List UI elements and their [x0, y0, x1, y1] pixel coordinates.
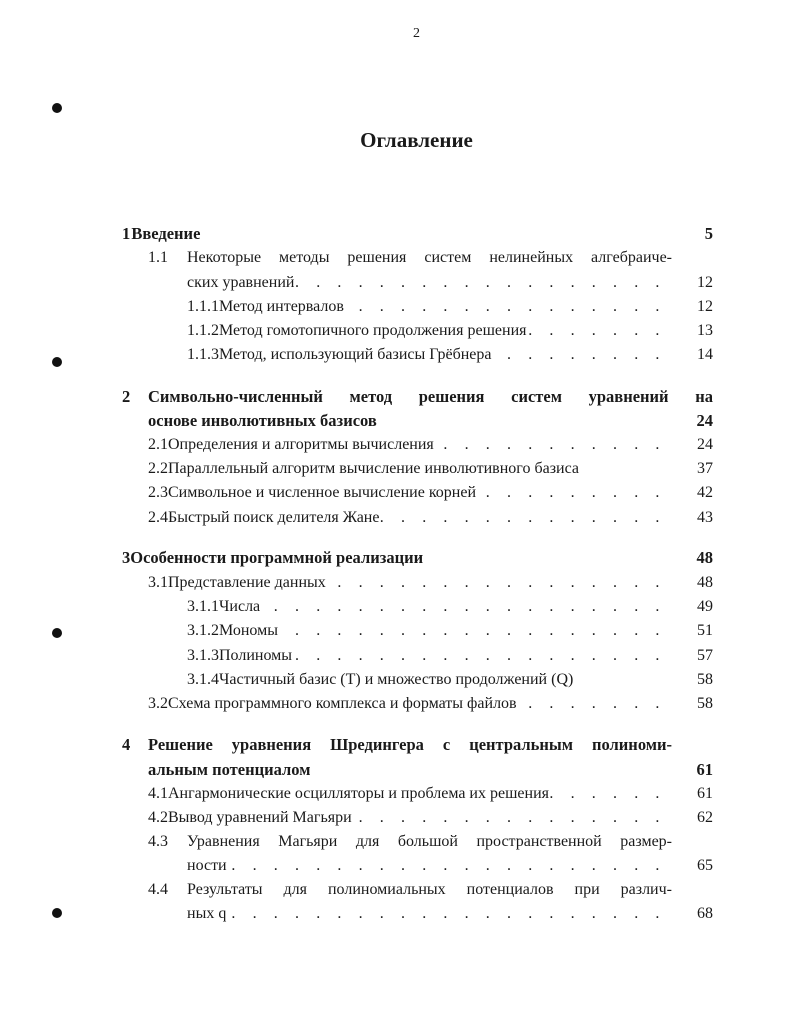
toc-number: 4: [122, 735, 131, 754]
toc-number: 4.4: [148, 881, 168, 898]
toc-page: 65: [697, 857, 713, 874]
toc-section-4-3-cont[interactable]: [187, 854, 713, 878]
page-title: Оглавление: [360, 128, 473, 152]
scan-hole-mark: [52, 357, 62, 367]
toc-title: Метод, использующий базисы Грёбнера: [219, 346, 492, 363]
toc-page: 24: [697, 436, 713, 453]
toc-title: Введение: [131, 224, 201, 243]
toc-title: Символьно-численный метод решения систем уравнений на: [148, 387, 713, 406]
toc-number: 3.1.1: [187, 598, 219, 615]
toc-leader: [491, 343, 672, 367]
toc-leader: [526, 319, 672, 343]
toc-title: Символьное и численное вычисление корней: [168, 484, 477, 501]
toc-number: 1.1.2: [187, 322, 219, 339]
toc-number: 3.1.4: [187, 671, 219, 688]
toc-page: 61: [696, 760, 713, 779]
toc-number: 2: [122, 387, 131, 406]
toc-section-1-1[interactable]: [148, 246, 713, 270]
toc-leader: [517, 692, 672, 716]
toc-title: Полиномы: [219, 647, 293, 664]
toc-leader: [260, 595, 672, 619]
toc-title: Схема программного комплекса и форматы файлов: [168, 695, 517, 712]
toc-title: Частичный базис (T) и множество продолжений (Q): [219, 671, 574, 688]
toc-number: 2.2: [148, 460, 168, 477]
toc-leader: [352, 806, 672, 830]
toc-page: 12: [697, 274, 713, 291]
toc-page: 43: [697, 509, 713, 526]
toc-page: 58: [697, 695, 713, 712]
toc-page: 48: [696, 548, 713, 567]
toc-section-2-1[interactable]: [148, 433, 713, 457]
scan-hole-mark: [52, 628, 62, 638]
toc-number: 4.1: [148, 785, 168, 802]
toc-section-3-2[interactable]: [148, 692, 713, 716]
toc-title: Решение уравнения Шредингера с центральным полиноми-: [148, 735, 672, 754]
toc-number: 1.1.3: [187, 346, 219, 363]
toc-page: 57: [697, 647, 713, 664]
toc-number: 2.4: [148, 509, 168, 526]
toc-leader: [434, 433, 672, 457]
toc-leader: [476, 481, 672, 505]
toc-title: Быстрый поиск делителя Жане: [168, 509, 380, 526]
toc-page: 14: [697, 346, 713, 363]
toc-number: 1.1.1: [187, 298, 219, 315]
toc-title: Представление данных: [168, 574, 326, 591]
toc-number: 3.2: [148, 695, 168, 712]
toc-chapter-1[interactable]: [122, 222, 713, 246]
toc-title: Результаты для полиномиальных потенциалов при различ-: [187, 881, 672, 898]
toc-leader: [379, 506, 672, 530]
toc-page: 13: [697, 322, 713, 339]
toc-number: 3.1: [148, 574, 168, 591]
toc-chapter-2[interactable]: [122, 385, 713, 409]
toc-number: 1: [122, 224, 131, 243]
toc-section-4-1[interactable]: [148, 782, 713, 806]
toc-page: 51: [697, 622, 713, 639]
toc-number: 2.3: [148, 484, 168, 501]
toc-subsection-1-1-2[interactable]: [187, 319, 713, 343]
toc-leader: [226, 902, 672, 926]
toc-title: Ангармонические осцилляторы и проблема их решения: [168, 785, 549, 802]
toc-chapter-4-cont[interactable]: [148, 758, 713, 782]
toc-page: 5: [704, 224, 713, 243]
toc-title: основе инволютивных базисов: [148, 411, 377, 430]
toc-subsection-1-1-1[interactable]: [187, 295, 713, 319]
toc-leader: [294, 271, 672, 295]
toc-page: 58: [697, 671, 713, 688]
toc-title: Особенности программной реализации: [130, 548, 424, 567]
toc-number: 4.3: [148, 833, 168, 850]
toc-chapter-2-cont[interactable]: [148, 409, 713, 433]
toc-title: Вывод уравнений Магьяри: [168, 809, 352, 826]
toc-title: Числа: [219, 598, 261, 615]
toc-page: 49: [697, 598, 713, 615]
toc-leader: [344, 295, 672, 319]
toc-subsection-1-1-3[interactable]: [187, 343, 713, 367]
toc-subsection-3-1-2[interactable]: [187, 619, 713, 643]
toc-section-3-1[interactable]: [148, 571, 713, 595]
toc-page: 62: [697, 809, 713, 826]
toc-number: 3: [122, 548, 131, 567]
toc-title: альным потенциалом: [148, 760, 311, 779]
toc-subsection-3-1-4[interactable]: [187, 668, 713, 692]
toc-chapter-4[interactable]: [122, 733, 713, 757]
toc-section-4-4-cont[interactable]: [187, 902, 713, 926]
toc-number: 2.1: [148, 436, 168, 453]
toc-leader: [278, 619, 672, 643]
toc-page: 48: [697, 574, 713, 591]
toc-title: ности: [187, 857, 227, 874]
toc-section-4-2[interactable]: [148, 806, 713, 830]
toc-section-1-1-cont[interactable]: [187, 271, 713, 295]
scan-hole-mark: [52, 103, 62, 113]
toc-subsection-3-1-3[interactable]: [187, 644, 713, 668]
toc-page: 24: [696, 411, 713, 430]
toc-title: Уравнения Магьяри для большой пространственной размер-: [187, 833, 672, 850]
toc-section-2-3[interactable]: [148, 481, 713, 505]
toc-section-2-2[interactable]: [148, 457, 713, 481]
toc-page: 12: [697, 298, 713, 315]
toc-number: 1.1: [148, 249, 168, 266]
toc-number: 3.1.3: [187, 647, 219, 664]
toc-page: 61: [697, 785, 713, 802]
toc-section-2-4[interactable]: [148, 506, 713, 530]
toc-title: Определения и алгоритмы вычисления: [168, 436, 434, 453]
toc-title: ных q: [187, 905, 227, 922]
toc-chapter-3[interactable]: [122, 546, 713, 570]
toc-leader: [292, 644, 672, 668]
toc-page: 37: [697, 460, 713, 477]
scan-hole-mark: [52, 908, 62, 918]
toc-page: 42: [697, 484, 713, 501]
toc-number: 4.2: [148, 809, 168, 826]
toc-number: 3.1.2: [187, 622, 219, 639]
toc-leader: [326, 571, 672, 595]
toc-title: Некоторые методы решения систем нелинейных алгебраиче-: [187, 249, 672, 266]
toc-title: Метод интервалов: [219, 298, 344, 315]
page-number: 2: [413, 26, 420, 41]
toc-title: Метод гомотопичного продолжения решения: [219, 322, 527, 339]
toc-section-4-4[interactable]: [148, 878, 713, 902]
toc-title: ских уравнений: [187, 274, 295, 291]
toc-page: 68: [697, 905, 713, 922]
toc-title: Мономы: [219, 622, 278, 639]
toc-leader: [549, 782, 672, 806]
toc-section-4-3[interactable]: [148, 830, 713, 854]
toc-subsection-3-1-1[interactable]: [187, 595, 713, 619]
toc-title: Параллельный алгоритм вычисление инволютивного базиса: [168, 460, 579, 477]
toc-leader: [227, 854, 672, 878]
